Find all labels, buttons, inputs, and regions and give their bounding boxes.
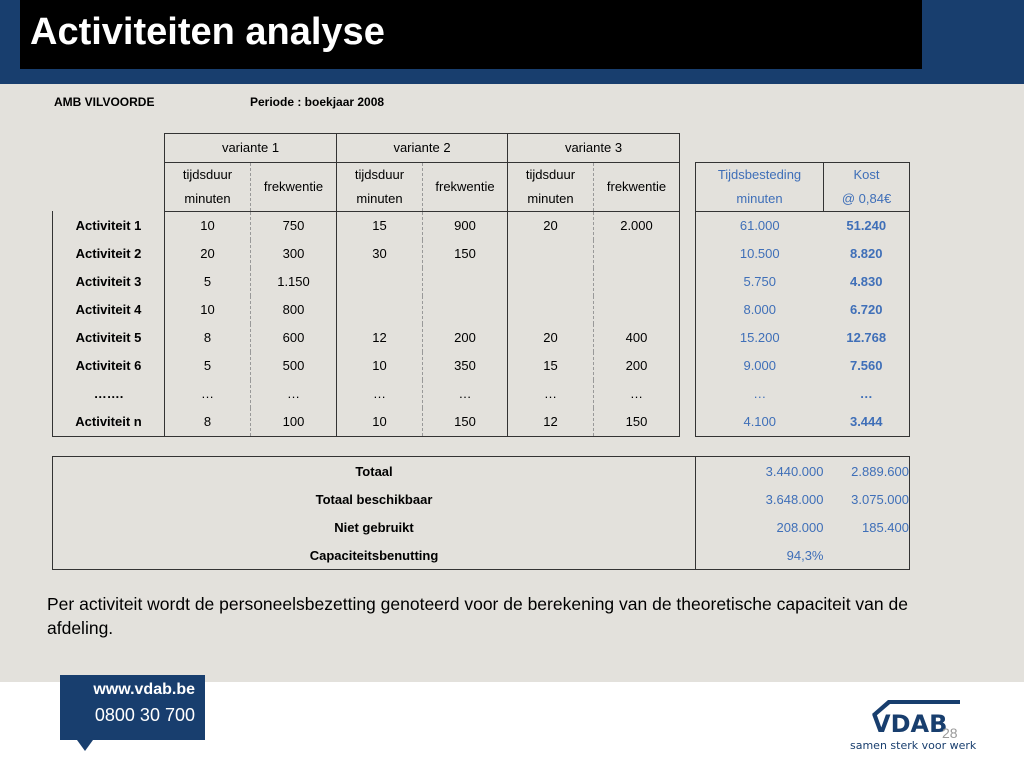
time-spent-cell: 4.100 (696, 408, 824, 437)
v1-duration-cell: 10 (165, 211, 251, 240)
v1-frequency-cell: 300 (251, 240, 337, 268)
v1-duration-cell: 5 (165, 268, 251, 296)
v1-frequency-cell: … (251, 380, 337, 408)
total-cost-value (824, 541, 910, 570)
cost-cell: 51.240 (824, 211, 910, 240)
v1-duration-cell: 8 (165, 408, 251, 437)
total-cost-value: 2.889.600 (824, 457, 910, 486)
slide-title: Activiteiten analyse (30, 11, 385, 53)
logo-text: VDAB (872, 710, 948, 738)
time-spent-cell: 8.000 (696, 296, 824, 324)
website-link[interactable]: www.vdab.be (93, 681, 195, 698)
cost-cell: … (824, 380, 910, 408)
cost-rate: @ 0,84€ (841, 190, 892, 206)
spacer-cell (680, 324, 696, 352)
spacer-cell (680, 408, 696, 437)
v3-duration-cell (508, 240, 594, 268)
v2-duration-cell: 30 (337, 240, 423, 268)
logo-tagline: samen sterk voor werk (850, 739, 977, 752)
cost-cell: 6.720 (824, 296, 910, 324)
minuten-label: minuten (527, 190, 574, 206)
cost-cell: 7.560 (824, 352, 910, 380)
table-row (53, 240, 910, 268)
spacer-cell (680, 380, 696, 408)
v3-duration-cell: 20 (508, 211, 594, 240)
time-spent-cell: 15.200 (696, 324, 824, 352)
v1-frequency-cell: 500 (251, 352, 337, 380)
table-row (53, 352, 910, 380)
v3-duration-cell (508, 296, 594, 324)
total-label: Totaal (53, 457, 696, 486)
spacer-cell (680, 268, 696, 296)
tijdsduur-header (337, 162, 423, 211)
tijdsduur-header (165, 162, 251, 211)
tijdsduur-label: tijdsduur (182, 166, 233, 182)
v2-duration-cell: 12 (337, 324, 423, 352)
sub-header-row (53, 162, 910, 211)
vdab-logo (848, 696, 988, 756)
v3-frequency-cell: … (594, 380, 680, 408)
minuten-label: minuten (356, 190, 403, 206)
cost-cell: 8.820 (824, 240, 910, 268)
v3-frequency-cell: 200 (594, 352, 680, 380)
activity-label: Activiteit 3 (53, 268, 165, 296)
v2-duration-cell: 15 (337, 211, 423, 240)
total-row (53, 485, 910, 513)
total-cost-value: 3.075.000 (824, 485, 910, 513)
v2-frequency-cell: 150 (423, 408, 508, 437)
v2-duration-cell: 10 (337, 408, 423, 437)
activity-rows (53, 211, 910, 436)
v3-duration-cell (508, 268, 594, 296)
activities-table (52, 133, 910, 437)
tijdsduur-header (508, 162, 594, 211)
total-row (53, 541, 910, 570)
total-time-value: 94,3% (696, 541, 824, 570)
total-time-value: 208.000 (696, 513, 824, 541)
activity-label: Activiteit 2 (53, 240, 165, 268)
table-row (53, 268, 910, 296)
spacer-cell (680, 296, 696, 324)
activity-label: Activiteit 5 (53, 324, 165, 352)
activity-label: ……. (53, 380, 165, 408)
variant-3-header: variante 3 (508, 134, 680, 163)
v2-frequency-cell: 150 (423, 240, 508, 268)
table-row (53, 324, 910, 352)
frekwentie-header: frekwentie (423, 162, 508, 211)
table-row (53, 296, 910, 324)
total-time-value: 3.648.000 (696, 485, 824, 513)
total-cost-value: 185.400 (824, 513, 910, 541)
v1-duration-cell: 8 (165, 324, 251, 352)
variant-1-header: variante 1 (165, 134, 337, 163)
spacer-cell (680, 240, 696, 268)
spacer-cell (680, 211, 696, 240)
activity-label: Activiteit 4 (53, 296, 165, 324)
v3-duration-cell: 20 (508, 324, 594, 352)
variant-header-row (53, 134, 910, 163)
spacer-cell (680, 352, 696, 380)
total-label: Totaal beschikbaar (53, 485, 696, 513)
time-spent-header (696, 162, 824, 211)
table-row (53, 211, 910, 240)
unit-label: AMB VILVOORDE (54, 95, 155, 109)
v3-frequency-cell (594, 268, 680, 296)
v1-duration-cell: 10 (165, 296, 251, 324)
v1-frequency-cell: 800 (251, 296, 337, 324)
frekwentie-header: frekwentie (594, 162, 680, 211)
total-row (53, 457, 910, 486)
v3-frequency-cell (594, 296, 680, 324)
v2-duration-cell: 10 (337, 352, 423, 380)
v2-frequency-cell (423, 268, 508, 296)
contact-box (60, 675, 205, 740)
v1-frequency-cell: 750 (251, 211, 337, 240)
cost-title: Kost (853, 166, 880, 182)
minuten-label: minuten (184, 190, 231, 206)
table-row (53, 380, 910, 408)
v1-frequency-cell: 1.150 (251, 268, 337, 296)
total-label: Niet gebruikt (53, 513, 696, 541)
variant-2-header: variante 2 (337, 134, 508, 163)
v3-frequency-cell: 400 (594, 324, 680, 352)
activity-label: Activiteit n (53, 408, 165, 437)
totals-table (52, 456, 910, 570)
cost-cell: 4.830 (824, 268, 910, 296)
v3-frequency-cell (594, 240, 680, 268)
total-row (53, 513, 910, 541)
v3-duration-cell: 12 (508, 408, 594, 437)
time-spent-cell: 10.500 (696, 240, 824, 268)
explanation-text: Per activiteit wordt de personeelsbezetting genoteerd voor de berekening van de theoretische capaciteit van de afdeling. (47, 594, 908, 638)
time-spent-cell: 5.750 (696, 268, 824, 296)
total-time-value: 3.440.000 (696, 457, 824, 486)
v2-frequency-cell: 900 (423, 211, 508, 240)
v2-frequency-cell (423, 296, 508, 324)
time-spent-cell: … (696, 380, 824, 408)
frekwentie-header: frekwentie (251, 162, 337, 211)
v2-frequency-cell: 200 (423, 324, 508, 352)
total-rows (53, 457, 910, 570)
v2-duration-cell: … (337, 380, 423, 408)
total-label: Capaciteitsbenutting (53, 541, 696, 570)
v1-frequency-cell: 100 (251, 408, 337, 437)
phone-number: 0800 30 700 (94, 705, 195, 725)
tijdsduur-label: tijdsduur (354, 166, 405, 182)
cost-cell: 3.444 (824, 408, 910, 437)
v2-frequency-cell: … (423, 380, 508, 408)
activity-label: Activiteit 6 (53, 352, 165, 380)
v1-duration-cell: 5 (165, 352, 251, 380)
time-spent-cell: 61.000 (696, 211, 824, 240)
time-spent-title: Tijdsbesteding (717, 166, 802, 182)
v2-duration-cell (337, 296, 423, 324)
cost-header (824, 162, 910, 211)
v3-frequency-cell: 150 (594, 408, 680, 437)
table-row (53, 408, 910, 437)
page-number: 28 (942, 725, 958, 741)
period-label: Periode : boekjaar 2008 (250, 95, 385, 109)
time-spent-cell: 9.000 (696, 352, 824, 380)
v1-frequency-cell: 600 (251, 324, 337, 352)
tijdsduur-label: tijdsduur (525, 166, 576, 182)
v2-frequency-cell: 350 (423, 352, 508, 380)
v3-duration-cell: 15 (508, 352, 594, 380)
v1-duration-cell: 20 (165, 240, 251, 268)
time-spent-unit: minuten (736, 190, 783, 206)
v3-duration-cell: … (508, 380, 594, 408)
contact-box-pointer (77, 740, 93, 751)
v2-duration-cell (337, 268, 423, 296)
v1-duration-cell: … (165, 380, 251, 408)
cost-cell: 12.768 (824, 324, 910, 352)
activity-label: Activiteit 1 (53, 211, 165, 240)
v3-frequency-cell: 2.000 (594, 211, 680, 240)
